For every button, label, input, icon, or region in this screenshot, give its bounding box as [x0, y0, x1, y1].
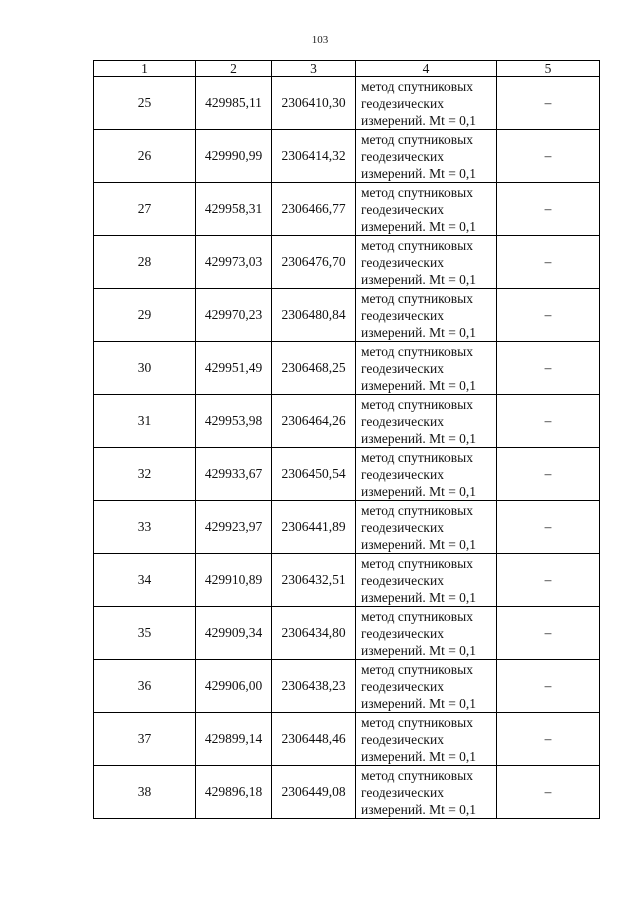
table-header	[94, 61, 600, 77]
method-description	[356, 236, 497, 289]
coordinate-y: 2306480,84	[272, 289, 356, 342]
method-line-3: измерений. Mt = 0,1	[361, 483, 477, 499]
method-line-3: измерений. Mt = 0,1	[361, 377, 477, 393]
coordinate-x: 429896,18	[196, 766, 272, 819]
method-line-3: измерений. Mt = 0,1	[361, 642, 477, 658]
method-line-1: метод спутниковых	[361, 449, 473, 465]
column-5-value: –	[497, 554, 600, 607]
method-description	[356, 607, 497, 660]
method-line-1: метод спутниковых	[361, 237, 473, 253]
method-line-3: измерений. Mt = 0,1	[361, 271, 477, 287]
column-5-value: –	[497, 289, 600, 342]
point-number: 36	[94, 660, 196, 713]
point-number: 34	[94, 554, 196, 607]
method-line-1: метод спутниковых	[361, 502, 473, 518]
table-body	[94, 77, 600, 819]
column-5-value: –	[497, 766, 600, 819]
point-number: 31	[94, 395, 196, 448]
coordinate-x: 429958,31	[196, 183, 272, 236]
method-line-3: измерений. Mt = 0,1	[361, 801, 477, 817]
method-line-3: измерений. Mt = 0,1	[361, 218, 477, 234]
method-line-2: геодезических	[361, 572, 444, 588]
coordinate-x: 429990,99	[196, 130, 272, 183]
table-row	[94, 501, 600, 554]
method-description	[356, 713, 497, 766]
method-line-1: метод спутниковых	[361, 343, 473, 359]
method-line-1: метод спутниковых	[361, 661, 473, 677]
page-number: 103	[311, 34, 329, 46]
table-row	[94, 289, 600, 342]
table-row	[94, 448, 600, 501]
method-line-3: измерений. Mt = 0,1	[361, 165, 477, 181]
method-line-3: измерений. Mt = 0,1	[361, 536, 477, 552]
method-description	[356, 77, 497, 130]
point-number: 25	[94, 77, 196, 130]
column-5-value: –	[497, 395, 600, 448]
method-description	[356, 660, 497, 713]
method-description	[356, 766, 497, 819]
method-line-1: метод спутниковых	[361, 78, 473, 94]
coordinate-x: 429985,11	[196, 77, 272, 130]
method-line-1: метод спутниковых	[361, 767, 473, 783]
method-description	[356, 448, 497, 501]
coordinate-x: 429951,49	[196, 342, 272, 395]
method-description	[356, 501, 497, 554]
method-line-3: измерений. Mt = 0,1	[361, 112, 477, 128]
method-line-2: геодезических	[361, 731, 444, 747]
method-description	[356, 130, 497, 183]
method-line-1: метод спутниковых	[361, 396, 473, 412]
column-5-value: –	[497, 183, 600, 236]
method-line-2: геодезических	[361, 519, 444, 535]
method-line-1: метод спутниковых	[361, 131, 473, 147]
column-5-value: –	[497, 607, 600, 660]
method-line-1: метод спутниковых	[361, 714, 473, 730]
coordinate-y: 2306441,89	[272, 501, 356, 554]
method-description	[356, 554, 497, 607]
table-row	[94, 766, 600, 819]
method-description	[356, 342, 497, 395]
column-5-value: –	[497, 501, 600, 554]
column-5-value: –	[497, 448, 600, 501]
method-line-1: метод спутниковых	[361, 290, 473, 306]
coordinate-x: 429909,34	[196, 607, 272, 660]
point-number: 32	[94, 448, 196, 501]
point-number: 30	[94, 342, 196, 395]
method-description	[356, 395, 497, 448]
coordinate-x: 429953,98	[196, 395, 272, 448]
coordinate-x: 429933,67	[196, 448, 272, 501]
coordinate-x: 429970,23	[196, 289, 272, 342]
method-line-2: геодезических	[361, 360, 444, 376]
coordinate-y: 2306434,80	[272, 607, 356, 660]
table-row	[94, 713, 600, 766]
point-number: 35	[94, 607, 196, 660]
coordinate-x: 429923,97	[196, 501, 272, 554]
point-number: 27	[94, 183, 196, 236]
column-5-value: –	[497, 342, 600, 395]
table-row	[94, 77, 600, 130]
coordinate-y: 2306410,30	[272, 77, 356, 130]
table-row	[94, 395, 600, 448]
header-col-3: 3	[272, 61, 356, 77]
method-line-2: геодезических	[361, 307, 444, 323]
table-row	[94, 607, 600, 660]
coordinate-y: 2306468,25	[272, 342, 356, 395]
coordinate-y: 2306414,32	[272, 130, 356, 183]
table-row	[94, 554, 600, 607]
coordinate-y: 2306448,46	[272, 713, 356, 766]
method-line-1: метод спутниковых	[361, 555, 473, 571]
point-number: 26	[94, 130, 196, 183]
table-row	[94, 130, 600, 183]
method-line-3: измерений. Mt = 0,1	[361, 430, 477, 446]
point-number: 33	[94, 501, 196, 554]
method-line-2: геодезических	[361, 148, 444, 164]
table-row	[94, 183, 600, 236]
method-line-2: геодезических	[361, 678, 444, 694]
method-line-3: измерений. Mt = 0,1	[361, 589, 477, 605]
table-row	[94, 236, 600, 289]
coordinate-x: 429899,14	[196, 713, 272, 766]
column-5-value: –	[497, 236, 600, 289]
method-line-2: геодезических	[361, 466, 444, 482]
point-number: 37	[94, 713, 196, 766]
coordinate-y: 2306450,54	[272, 448, 356, 501]
column-5-value: –	[497, 713, 600, 766]
method-line-3: измерений. Mt = 0,1	[361, 695, 477, 711]
method-line-2: геодезических	[361, 201, 444, 217]
coordinates-table	[93, 60, 600, 819]
coordinate-x: 429973,03	[196, 236, 272, 289]
coordinate-x: 429906,00	[196, 660, 272, 713]
coordinate-y: 2306432,51	[272, 554, 356, 607]
point-number: 29	[94, 289, 196, 342]
column-5-value: –	[497, 77, 600, 130]
table-row	[94, 660, 600, 713]
coordinate-y: 2306449,08	[272, 766, 356, 819]
coordinate-y: 2306466,77	[272, 183, 356, 236]
coordinate-y: 2306438,23	[272, 660, 356, 713]
coordinate-x: 429910,89	[196, 554, 272, 607]
coordinate-y: 2306464,26	[272, 395, 356, 448]
method-description	[356, 289, 497, 342]
column-5-value: –	[497, 660, 600, 713]
point-number: 38	[94, 766, 196, 819]
method-line-2: геодезических	[361, 625, 444, 641]
method-line-3: измерений. Mt = 0,1	[361, 748, 477, 764]
method-line-2: геодезических	[361, 254, 444, 270]
header-row	[94, 61, 600, 77]
header-col-5: 5	[497, 61, 600, 77]
method-line-2: геодезических	[361, 784, 444, 800]
column-5-value: –	[497, 130, 600, 183]
header-col-4: 4	[356, 61, 497, 77]
method-line-2: геодезических	[361, 95, 444, 111]
table-row	[94, 342, 600, 395]
method-line-1: метод спутниковых	[361, 608, 473, 624]
method-description	[356, 183, 497, 236]
method-line-2: геодезических	[361, 413, 444, 429]
point-number: 28	[94, 236, 196, 289]
header-col-2: 2	[196, 61, 272, 77]
method-line-3: измерений. Mt = 0,1	[361, 324, 477, 340]
coordinate-y: 2306476,70	[272, 236, 356, 289]
header-col-1: 1	[94, 61, 196, 77]
method-line-1: метод спутниковых	[361, 184, 473, 200]
